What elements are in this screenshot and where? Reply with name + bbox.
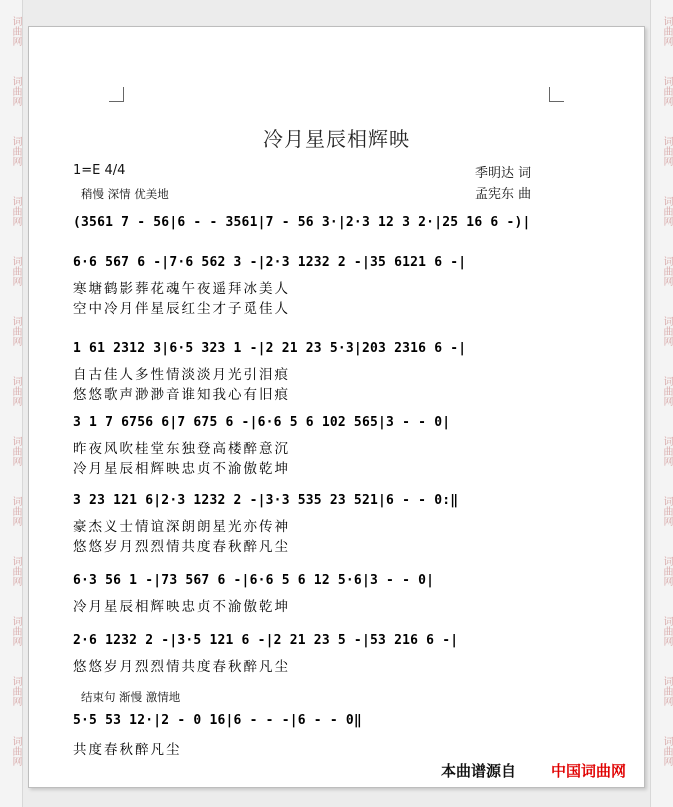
watermark-text: 词曲网 xyxy=(10,316,21,346)
watermark-text: 词曲网 xyxy=(661,16,672,46)
watermark-text: 词曲网 xyxy=(10,736,21,766)
lyricist-credit: 季明达 词 xyxy=(475,166,532,181)
notation-line: 6·3 56 1 -|73 567 6 -|6·6 5 6 12 5·6|3 - - 0| xyxy=(73,573,435,588)
watermark-text: 词曲网 xyxy=(661,256,672,286)
watermark-text: 词曲网 xyxy=(661,376,672,406)
composer-credit: 孟宪东 曲 xyxy=(475,187,532,202)
notation-line: 3 23 121 6|2·3 1232 2 -|3·3 535 23 521|6 - - 0:‖ xyxy=(73,493,459,508)
watermark-text: 词曲网 xyxy=(10,496,21,526)
ending-lyric-line: 共度春秋醉凡尘 xyxy=(73,742,182,758)
notation-line: 3 1 7 6756 6|7 675 6 -|6·6 5 6 102 565|3 - - 0| xyxy=(73,415,451,430)
source-text: 本曲谱源自 xyxy=(441,762,517,780)
watermark-text: 词曲网 xyxy=(10,76,21,106)
watermark-text: 词曲网 xyxy=(661,136,672,166)
watermark-text: 词曲网 xyxy=(10,556,21,586)
watermark-text: 词曲网 xyxy=(10,616,21,646)
lyric-line: 悠悠歌声渺渺音谁知我心有旧痕 xyxy=(73,387,290,403)
watermark-text: 词曲网 xyxy=(661,436,672,466)
watermark-text: 词曲网 xyxy=(661,616,672,646)
key-time-signature: 1=E 4/4 xyxy=(73,163,126,178)
watermark-text: 词曲网 xyxy=(661,76,672,106)
notation-line: 1 61 2312 3|6·5 323 1 -|2 21 23 5·3|203 2316 6 -| xyxy=(73,341,467,356)
lyric-line: 冷月星辰相辉映忠贞不渝傲乾坤 xyxy=(73,461,290,477)
watermark-text: 词曲网 xyxy=(10,16,21,46)
left-watermark-strip xyxy=(0,0,23,807)
lyric-line: 悠悠岁月烈烈情共度春秋醉凡尘 xyxy=(73,539,290,555)
lyric-line: 豪杰义士情谊深朗朗星光亦传神 xyxy=(73,519,290,535)
lyric-line: 自古佳人多性情淡淡月光引泪痕 xyxy=(73,367,290,383)
ending-notation: 5·5 53 12·|2 - 0 16|6 - - -|6 - - 0‖ xyxy=(73,713,362,728)
notation-line: 2·6 1232 2 -|3·5 121 6 -|2 21 23 5 -|53 216 6 -| xyxy=(73,633,459,648)
watermark-text: 词曲网 xyxy=(10,196,21,226)
tempo-expression: 稍慢 深情 优美地 xyxy=(81,187,169,201)
watermark-text: 词曲网 xyxy=(661,736,672,766)
watermark-text: 词曲网 xyxy=(10,376,21,406)
watermark-text: 词曲网 xyxy=(661,676,672,706)
watermark-text: 词曲网 xyxy=(661,316,672,346)
watermark-text: 词曲网 xyxy=(10,676,21,706)
score-page xyxy=(28,26,645,788)
right-watermark-strip xyxy=(650,0,673,807)
notation-line: 6·6 567 6 -|7·6 562 3 -|2·3 1232 2 -|35 6121 6 -| xyxy=(73,255,467,270)
watermark-text: 词曲网 xyxy=(10,256,21,286)
song-title: 冷月星辰相辉映 xyxy=(263,127,410,151)
crop-mark-top-left xyxy=(109,87,124,102)
watermark-text: 词曲网 xyxy=(661,556,672,586)
site-name-link[interactable]: 中国词曲网 xyxy=(551,762,627,780)
crop-mark-top-right xyxy=(549,87,564,102)
lyric-line: 寒塘鹤影葬花魂午夜遥拜冰美人 xyxy=(73,281,290,297)
watermark-text: 词曲网 xyxy=(661,196,672,226)
lyric-line: 悠悠岁月烈烈情共度春秋醉凡尘 xyxy=(73,659,290,675)
lyric-line: 冷月星辰相辉映忠贞不渝傲乾坤 xyxy=(73,599,290,615)
intro-notation: (3561 7 - 56|6 - - 3561|7 - 56 3·|2·3 12 3 2·|25 16 6 -)| xyxy=(73,215,531,230)
watermark-text: 词曲网 xyxy=(10,136,21,166)
watermark-text: 词曲网 xyxy=(661,496,672,526)
lyric-line: 空中冷月伴星辰红尘才子觅佳人 xyxy=(73,301,290,317)
lyric-line: 昨夜风吹桂堂东独登高楼醉意沉 xyxy=(73,441,290,457)
watermark-text: 词曲网 xyxy=(10,436,21,466)
ending-label: 结束句 渐慢 激情地 xyxy=(81,690,181,704)
